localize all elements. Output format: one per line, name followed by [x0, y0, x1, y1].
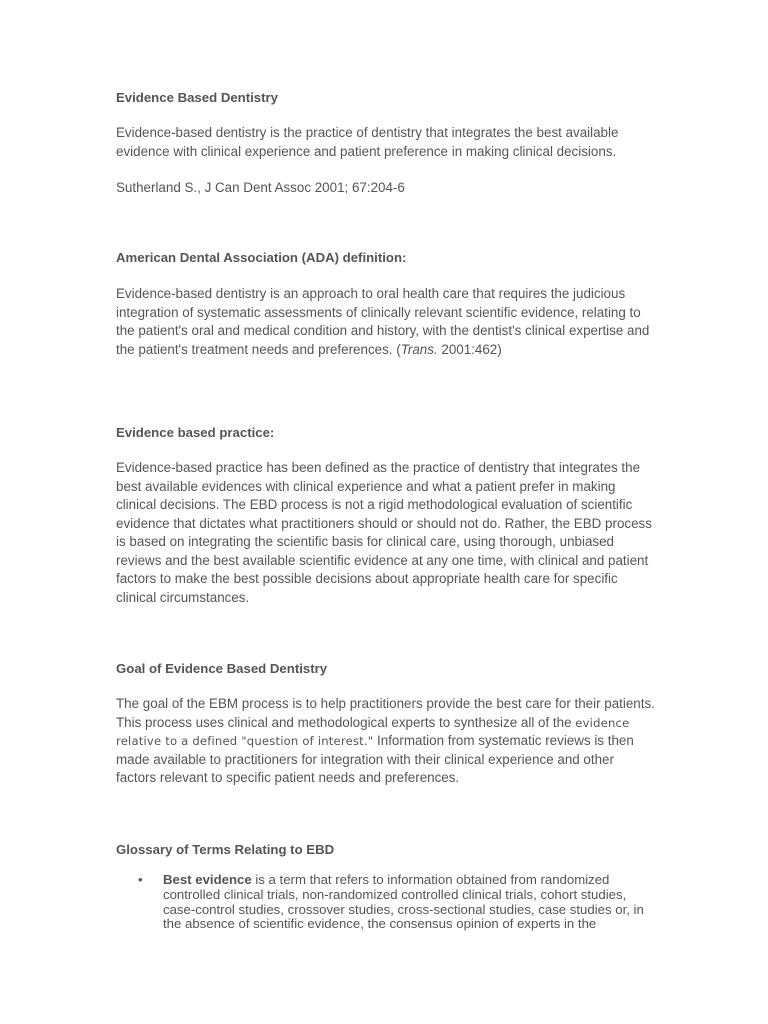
citation: Sutherland S., J Can Dent Assoc 2001; 67:204-6 [116, 180, 405, 195]
goal-heading: Goal of Evidence Based Dentistry [116, 661, 328, 676]
goal-text-1: The goal of the EBM process is to help practitioners provide the best care for their patients. This process uses clinical and methodological experts to synthesize all of the [116, 696, 655, 730]
ada-text: Evidence-based dentistry is an approach to oral health care that requires the judicious integration of systematic assessments of clinically relevant scientific evidence, relating to the patient's oral and medical condition and history, with the dentist's clinical expertise and the patient's treatment needs and preferences. ( [116, 286, 650, 357]
glossary-heading: Glossary of Terms Relating to EBD [116, 842, 335, 857]
practice-paragraph: Evidence-based practice has been defined as the practice of dentistry that integrates the best available evidences with clinical experience and what a patient prefer in making clinical decisions. The EBD process is not a rigid methodological evaluation of scientific evidence that dictates what practitioners should or should not do. Rather, the EBD process is based on integrating the scientific basis for clinical care, using thorough, unbiased reviews and the best available scientific evidence at any one time, with clinical and patient factors to make the best possible decisions about appropriate health care for specific clinical circumstances. [116, 460, 652, 605]
list-item [116, 873, 656, 932]
ada-text-italic: Trans. [400, 341, 438, 357]
bullet-icon: • [138, 872, 143, 887]
goal-paragraph [116, 695, 656, 788]
document-title: Evidence Based Dentistry [116, 90, 278, 105]
glossary-term: Best evidence [163, 872, 252, 887]
practice-heading: Evidence based practice: [116, 425, 275, 440]
goal-text-quote: evidence relative to a defined "question of interest." [116, 715, 630, 748]
ada-heading: American Dental Association (ADA) definition: [116, 250, 407, 265]
glossary-list [116, 873, 656, 932]
glossary-definition: is a term that refers to information obtained from randomized controlled clinical trials, non-randomized controlled clinical trials, cohort studies, case-control studies, crossover studies, cross-sectional studies, case studies or, in the absence of scientific evidence, the consensus opinion of experts in the [163, 872, 644, 932]
intro-paragraph: Evidence-based dentistry is the practice of dentistry that integrates the best available evidence with clinical experience and patient preference in making clinical decisions. [116, 125, 619, 159]
goal-text-2: Information from systematic reviews is then made available to practitioners for integration with their clinical experience and other factors relevant to specific patient needs and preferences. [116, 733, 634, 785]
ada-paragraph [116, 285, 656, 359]
ada-text-end: 2001:462) [437, 341, 502, 357]
